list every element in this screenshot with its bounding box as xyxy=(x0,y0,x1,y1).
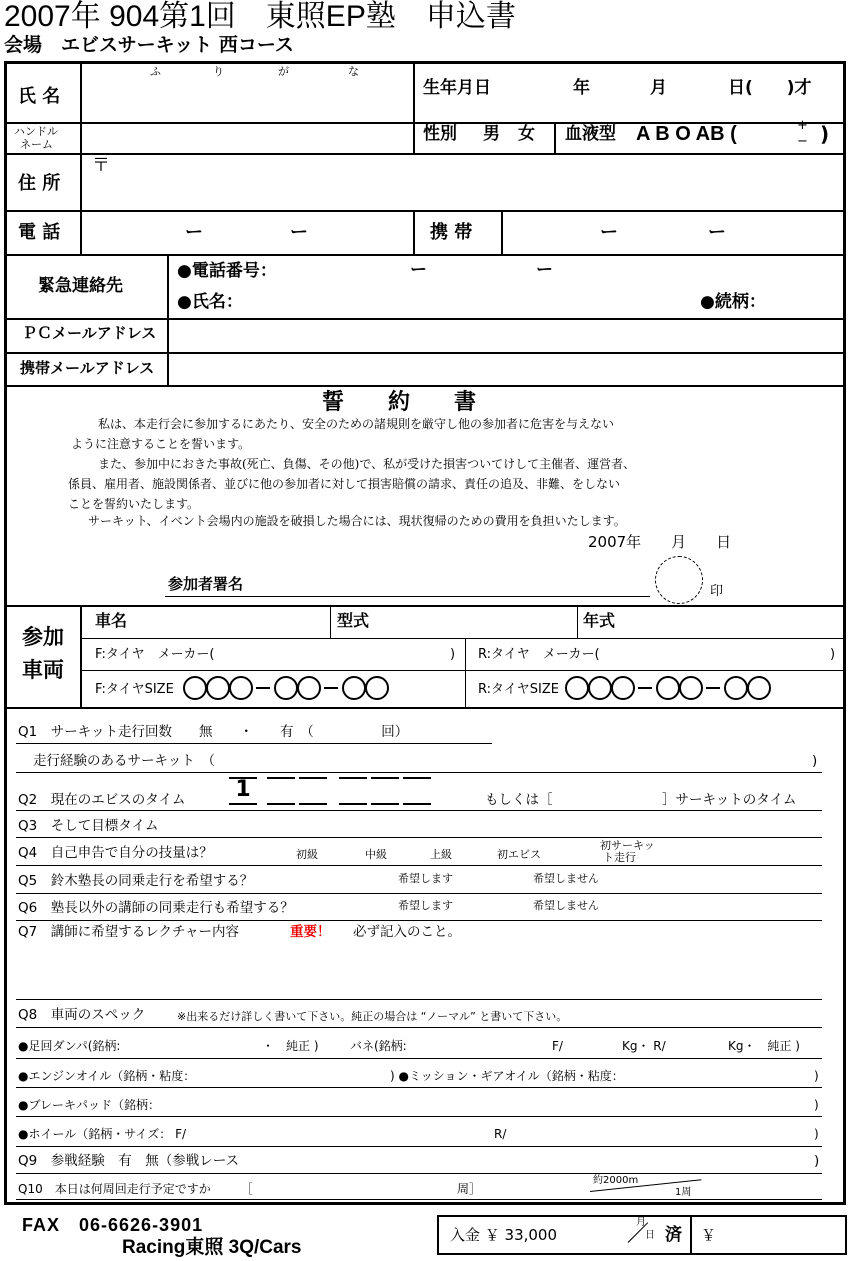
emergency-dash-1: ー xyxy=(410,260,427,280)
signature-label: 参加者署名 xyxy=(168,575,244,593)
q3-text: Q3 そして目標タイム xyxy=(18,818,159,834)
f-tire-maker-label: F:タイヤ メーカー( xyxy=(95,647,215,662)
q6-yes-option[interactable]: 希望します xyxy=(398,899,453,912)
q7-lecture-field[interactable] xyxy=(16,945,822,997)
mobile-dash-2: ー xyxy=(708,222,726,243)
pledge-para-2b: 係員、雇用者、施設関係者、並びに他の参加者に対して損害賠償の請求、責任の追及、非難、をしない xyxy=(68,477,621,491)
spec-damper-end: ・ 純正 ) xyxy=(262,1039,319,1053)
pledge-para-2: また、参加中におきた事故(死亡、負傷、その他)で、私が受けた損害ついてけして主催者、運営者、 xyxy=(98,457,636,471)
spec-spring-label: バネ(銘柄: xyxy=(350,1039,407,1053)
seal-circle[interactable] xyxy=(655,556,703,604)
q1b-close: ) xyxy=(812,753,818,769)
birth-month: 月 xyxy=(650,78,667,98)
venue-text: 会場 エビスサーキット 西コース xyxy=(4,34,294,56)
emergency-label: 緊急連絡先 xyxy=(38,276,123,296)
q2-other-text: ］サーキットのタイム xyxy=(662,792,797,808)
birth-day-age: 日( )才 xyxy=(728,78,812,98)
payment-amount: 入金 ￥ 33,000 xyxy=(450,1226,558,1244)
f-size-digit[interactable] xyxy=(274,676,298,700)
year-label: 年式 xyxy=(583,611,616,630)
r-tire-size-label: R:タイヤSIZE xyxy=(478,682,559,697)
f-size-digit[interactable] xyxy=(183,676,207,700)
payment-month[interactable]: 月 xyxy=(636,1217,646,1228)
q10-approx: 約2000m xyxy=(593,1175,639,1186)
spec-spring-f: F/ xyxy=(552,1039,563,1053)
q7-note: 必ず記入のこと。 xyxy=(353,924,461,940)
q2-or-text: もしくは［ xyxy=(485,792,553,808)
spec-wheel-r-field[interactable] xyxy=(512,1124,807,1144)
seal-label: 印 xyxy=(710,584,724,599)
q2-time-digit[interactable] xyxy=(403,777,431,805)
pledge-para-3: サーキット、イベント会場内の施設を破損した場合には、現状復帰のための費用を負担いたします。 xyxy=(88,514,626,528)
r-size-digit[interactable] xyxy=(679,676,703,700)
car-name-label: 車名 xyxy=(95,611,128,630)
f-size-digit[interactable] xyxy=(229,676,253,700)
f-size-digit[interactable] xyxy=(365,676,389,700)
emergency-phone-field[interactable] xyxy=(300,258,838,286)
gender-male-option[interactable]: 男 xyxy=(483,124,500,144)
q5-no-option[interactable]: 希望しません xyxy=(533,872,599,885)
spec-oil-close: ) xyxy=(814,1069,819,1083)
r-size-digit[interactable] xyxy=(588,676,612,700)
emergency-relation-label: ●続柄： xyxy=(700,292,766,312)
pc-email-label: ＰＣメールアドレス xyxy=(22,324,157,342)
q6-no-option[interactable]: 希望しません xyxy=(533,899,599,912)
phone-dash-2: ー xyxy=(290,222,308,243)
birth-year: 年 xyxy=(573,78,590,98)
spec-oil-label: ●エンジンオイル（銘柄・粘度： xyxy=(18,1069,196,1083)
pc-email-field[interactable] xyxy=(172,321,840,351)
furigana-ga: が xyxy=(278,65,289,78)
pledge-para-1b: ように注意することを誓います。 xyxy=(71,437,251,451)
rh-minus[interactable]: − xyxy=(797,134,808,149)
spec-damper-label: ●足回ダンパ(銘柄: xyxy=(18,1039,121,1053)
mobile-label: 携 帯 xyxy=(430,222,473,243)
year-field[interactable] xyxy=(625,608,840,638)
handle-label-1: ハンドル xyxy=(14,125,58,138)
q2-time-digit[interactable]: 1 xyxy=(229,777,257,805)
spec-gear-oil-field[interactable] xyxy=(640,1066,810,1086)
car-name-field[interactable] xyxy=(135,608,325,638)
q7-important: 重要！ xyxy=(290,924,331,940)
r-size-digit[interactable] xyxy=(656,676,680,700)
q1-text[interactable]: Q1 サーキット走行回数 無 ・ 有 （ 回） xyxy=(18,724,409,740)
spec-wheel-r: R/ xyxy=(494,1127,507,1141)
name-field[interactable] xyxy=(83,78,410,118)
q10-laps: 周］ xyxy=(457,1182,482,1196)
q7-text: Q7 講師に希望するレクチャー内容 xyxy=(18,924,240,940)
r-tire-size-circles[interactable] xyxy=(565,676,770,702)
handle-name-field[interactable] xyxy=(83,124,410,152)
address-label: 住 所 xyxy=(18,173,61,194)
q4-option-advanced[interactable]: 上級 xyxy=(430,848,452,861)
f-size-digit[interactable] xyxy=(206,676,230,700)
q9-race-field[interactable] xyxy=(275,1152,805,1172)
vehicle-label-1: 参加 xyxy=(22,625,64,649)
handle-label-2: ネーム xyxy=(20,138,53,151)
mobile-field[interactable] xyxy=(505,212,840,252)
blood-type-options[interactable]: A B O AB ( xyxy=(636,123,737,145)
q10-one-lap: 1周 xyxy=(675,1187,692,1198)
f-tire-maker-field[interactable] xyxy=(215,642,447,666)
fax-number: FAX 06-6626-3901 xyxy=(22,1215,204,1235)
r-size-digit[interactable] xyxy=(747,676,771,700)
pledge-title: 誓 約 書 xyxy=(322,389,477,415)
q10-text: Q10 本日は何周回走行予定ですか ［ xyxy=(18,1182,253,1196)
circuit-experience-field[interactable] xyxy=(255,750,805,772)
f-size-digit[interactable] xyxy=(297,676,321,700)
emergency-dash-2: ー xyxy=(536,260,553,280)
q9-text[interactable]: Q9 参戦経験 有 無（参戦レース xyxy=(18,1153,240,1169)
mobile-email-label: 携帯メールアドレス xyxy=(20,359,155,377)
form-title: 2007年 904第1回 東照EP塾 申込書 xyxy=(4,0,516,33)
q2-time-digit[interactable] xyxy=(299,777,327,805)
r-size-digit[interactable] xyxy=(724,676,748,700)
q4-option-first-ebisu[interactable]: 初エビス xyxy=(497,848,541,861)
spec-gear-label: ) ●ミッション・ギアオイル（銘柄・粘度： xyxy=(390,1069,624,1083)
balance-yen[interactable]: ￥ xyxy=(701,1226,717,1244)
q2-time-digit[interactable] xyxy=(339,777,367,805)
gender-label: 性別 xyxy=(423,124,457,144)
spec-spring-kg-1: Kg・ R/ xyxy=(622,1039,666,1053)
q6-text: Q6 塾長以外の講師の同乗走行も希望する？ xyxy=(18,900,294,916)
furigana-fu: ふ xyxy=(150,65,161,78)
spec-wheel-label: ●ホイール（銘柄・サイズ： F/ xyxy=(18,1127,187,1141)
postal-mark: 〒 xyxy=(92,155,110,176)
spec-damper-field[interactable] xyxy=(132,1036,257,1056)
spec-brake-close: ) xyxy=(814,1098,819,1112)
model-label: 型式 xyxy=(337,611,370,630)
q5-yes-option[interactable]: 希望します xyxy=(398,872,453,885)
spec-spring-kg-2: Kg・ 純正 ) xyxy=(728,1039,800,1053)
q3-target-time-field[interactable] xyxy=(185,815,821,835)
mobile-email-field[interactable] xyxy=(172,355,840,385)
q4-option-beginner[interactable]: 初級 xyxy=(296,848,318,861)
emergency-phone-label: ●電話番号： xyxy=(177,261,277,281)
q1b-text: 走行経験のあるサーキット （ xyxy=(33,753,215,769)
f-tire-size-circles[interactable] xyxy=(183,676,388,702)
pledge-date[interactable]: 2007年 月 日 xyxy=(588,533,732,551)
mobile-dash-1: ー xyxy=(600,222,618,243)
name-label: 氏 名 xyxy=(18,86,61,107)
spec-brake-field[interactable] xyxy=(162,1095,807,1115)
payment-day[interactable]: 日 xyxy=(645,1230,655,1241)
q10-laps-field[interactable] xyxy=(318,1179,448,1199)
emergency-name-field[interactable] xyxy=(260,288,690,316)
r-size-digit[interactable] xyxy=(565,676,589,700)
f-tire-maker-close: ) xyxy=(450,647,456,662)
q4-text: Q4 自己申告で自分の技量は？ xyxy=(18,845,213,861)
f-tire-size-label: F:タイヤSIZE xyxy=(95,682,174,697)
spec-brake-label: ●ブレーキパッド（銘柄： xyxy=(18,1098,160,1112)
furigana-ri: り xyxy=(213,65,224,78)
q4-option-first-circuit-1[interactable]: 初サーキッ xyxy=(600,839,655,852)
vehicle-label-2: 車両 xyxy=(22,658,64,682)
pledge-para-1: 私は、本走行会に参加するにあたり、安全のための諸規則を厳守し他の参加者に危害を与えない xyxy=(98,417,615,431)
r-tire-maker-field[interactable] xyxy=(595,642,827,666)
paid-mark[interactable]: 済 xyxy=(665,1225,682,1245)
phone-dash-1: ー xyxy=(185,222,203,243)
q9-close: ) xyxy=(814,1153,820,1169)
phone-label: 電 話 xyxy=(18,222,61,243)
signature-line[interactable] xyxy=(165,582,650,597)
gender-female-option[interactable]: 女 xyxy=(518,124,535,144)
q2-time-digit[interactable] xyxy=(267,777,295,805)
spec-engine-oil-field[interactable] xyxy=(198,1066,388,1086)
q2-label: Q2 現在のエビスのタイム xyxy=(18,792,186,808)
q4-option-first-circuit-2[interactable]: ト走行 xyxy=(603,851,636,864)
company-name: Racing東照 3Q/Cars xyxy=(122,1237,302,1258)
q2-time-boxes[interactable] xyxy=(229,777,435,809)
spec-wheel-f-field[interactable] xyxy=(200,1124,490,1144)
address-field[interactable] xyxy=(110,157,838,207)
r-size-digit[interactable] xyxy=(611,676,635,700)
f-size-digit[interactable] xyxy=(342,676,366,700)
q2-time-digit[interactable] xyxy=(371,777,399,805)
spec-spring-field[interactable] xyxy=(420,1036,545,1056)
birthdate-field[interactable] xyxy=(520,70,840,110)
blood-type-label: 血液型 xyxy=(565,124,616,144)
r-tire-maker-label: R:タイヤ メーカー( xyxy=(478,647,600,662)
q4-option-intermediate[interactable]: 中級 xyxy=(365,848,387,861)
furigana-na: な xyxy=(348,65,359,78)
q2-other-circuit-field[interactable] xyxy=(560,790,660,810)
pledge-para-2c: ことを誓約いたします。 xyxy=(68,497,200,511)
phone-field[interactable] xyxy=(83,212,410,252)
emergency-name-label: ●氏名： xyxy=(177,292,243,312)
birthdate-label: 生年月日 xyxy=(423,78,491,98)
q5-text: Q5 鈴木塾長の同乗走行を希望する？ xyxy=(18,873,254,889)
model-field[interactable] xyxy=(378,608,573,638)
q8-note: ※出来るだけ詳しく書いて下さい。純正の場合は “ノーマル” と書いて下さい。 xyxy=(177,1010,568,1023)
rh-plus[interactable]: + xyxy=(797,118,808,133)
r-tire-maker-close: ) xyxy=(830,647,836,662)
q8-text: Q8 車両のスペック xyxy=(18,1007,146,1023)
blood-type-close: ) xyxy=(820,122,830,146)
spec-wheel-close: ) xyxy=(814,1127,819,1141)
